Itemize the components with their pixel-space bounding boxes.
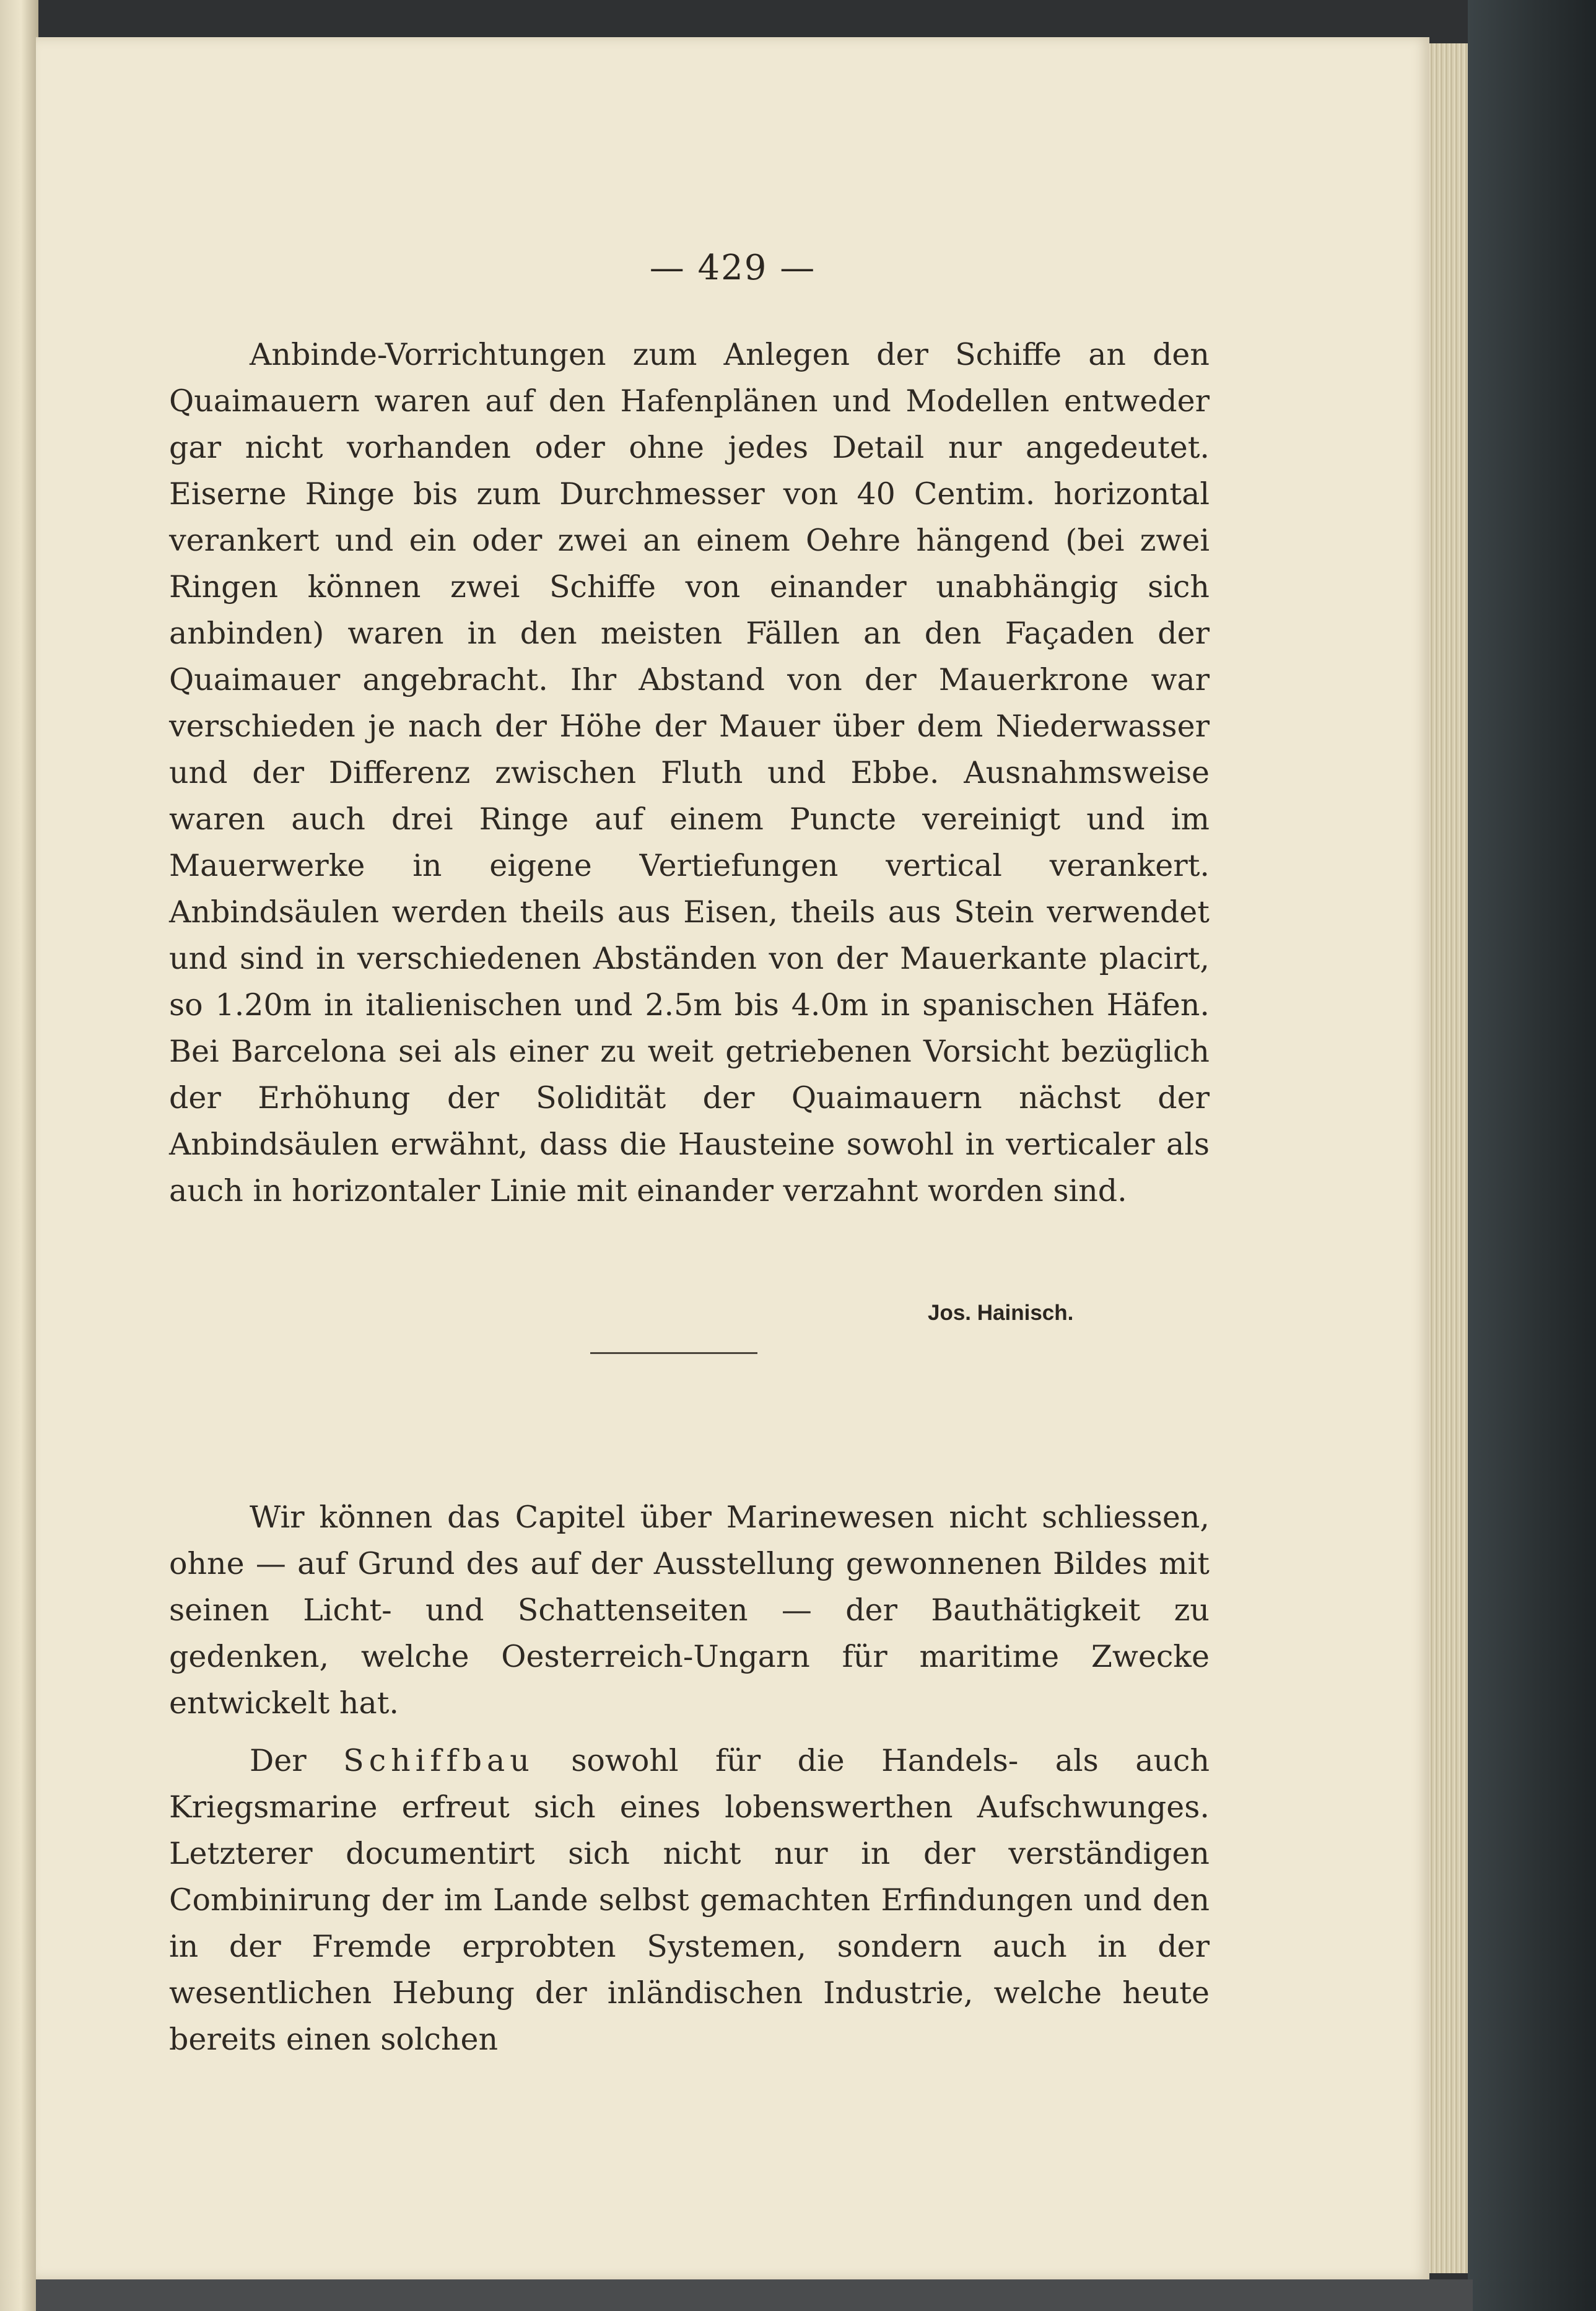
paragraph-lead-word: Der (250, 1743, 307, 1778)
bottom-shadow (36, 2279, 1473, 2311)
paragraph-anbinde-vorrichtungen: Anbinde-Vorrichtungen zum Anlegen der Schiffe an den Quaimauern waren auf den Hafenplänen und Modellen entweder gar nicht vorhanden oder ohne jedes Detail nur angedeutet. Eiserne Ringe bis zum Durchmesser von 40 Centim. horizontal verankert und ein oder zwei an einem Oehre hängend (bei zwei Ringen können zwei Schiffe von einander unabhängig sich anbinden) waren in den meisten Fällen an den Façaden der Quaimauer angebracht. Ihr Abstand von der Mauerkrone war verschieden je nach der Höhe der Mauer über dem Niederwasser und der Differenz zwischen Fluth und Ebbe. Ausnahmsweise waren auch drei Ringe auf einem Puncte vereinigt und im Mauerwerke in eigene Vertiefungen vertical verankert. Anbindsäulen werden theils aus Eisen, theils aus Stein verwendet und sind in verschiedenen Abständen von der Mauerkante placirt, so 1.20m in italienischen und 2.5m bis 4.0m in spanischen Häfen. Bei Barcelona sei als einer zu weit getriebenen Vorsicht bezüglich der Erhöhung der Solidität der Quaimauern nächst der Anbindsäulen erwähnt, dass die Hausteine sowohl in verticaler als auch in horizontaler Linie mit einander verzahnt worden sind. (169, 337, 1210, 1208)
book-cover-edge (1468, 0, 1596, 2311)
paragraph-body: sowohl für die Handels- als auch Kriegsmarine erfreut sich eines lobenswerthen Aufschwunges. Letzterer documentirt sich nicht nur in der verständigen Combinirung der im Lande selbst gemachten Erfindungen und den in der Fremde erprobten Systemen, sondern auch in der wesentlichen Hebung der inländischen Industrie, welche heute bereits einen solchen (169, 1743, 1210, 2057)
book-page (36, 37, 1429, 2279)
page-number: — 429 — (649, 248, 816, 288)
paragraph-schiffbau (169, 1737, 1210, 2063)
emphasized-term: Schiffbau (343, 1743, 534, 1778)
paragraph-marinewesen: Wir können das Capitel über Marinewesen nicht schliessen, ohne — auf Grund des auf der Ausstellung gewonnenen Bildes mit seinen Licht- und Schattenseiten — der Bauthätigkeit zu gedenken, welche Oesterreich-Ungarn für maritime Zwecke entwickelt hat. (169, 1500, 1210, 1721)
author-signature: Jos. Hainisch. (928, 1301, 1074, 1325)
section-divider (590, 1352, 757, 1354)
adjacent-page-edge (0, 0, 38, 2311)
